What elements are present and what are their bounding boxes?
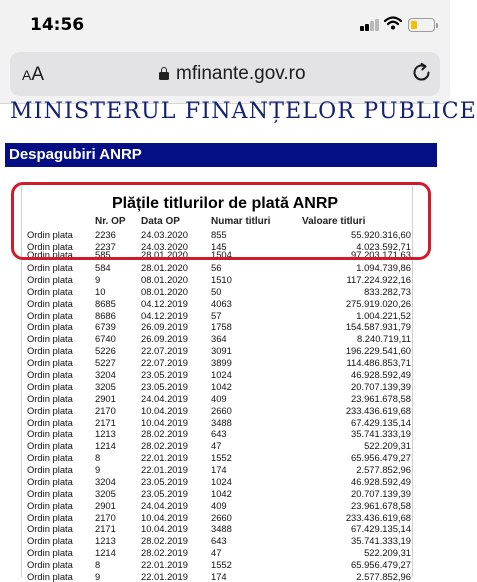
table-row: [0, 274, 450, 285]
op-date-cell: 22.01.2019: [141, 464, 188, 476]
table-row: [0, 488, 450, 499]
table-row: [0, 535, 450, 546]
op-date-cell: 24.03.2020: [141, 240, 188, 252]
payment-type-cell: Ordin plata: [27, 475, 73, 487]
titles-count-cell: 47: [211, 547, 222, 559]
titles-value-cell: 522.209,31: [364, 547, 411, 559]
op-date-cell: 24.04.2019: [141, 392, 188, 404]
table-row: [0, 286, 450, 297]
titles-count-cell: 643: [211, 428, 227, 440]
payment-type-cell: Ordin plata: [27, 273, 73, 285]
op-date-cell: 23.05.2019: [141, 487, 188, 499]
op-number-cell: 2901: [95, 392, 116, 404]
address-bar[interactable]: [10, 52, 440, 96]
op-number-cell: 10: [95, 285, 106, 297]
titles-count-cell: 47: [211, 440, 222, 452]
titles-count-cell: 3091: [211, 345, 232, 357]
titles-value-cell: 4.023.592,71: [356, 240, 411, 252]
titles-value-cell: 65.956.479,27: [351, 452, 411, 464]
op-date-cell: 10.04.2019: [141, 416, 188, 428]
op-date-cell: 22.01.2019: [141, 452, 188, 464]
titles-value-cell: 154.587.931,79: [345, 321, 411, 333]
op-number-cell: 3205: [95, 380, 116, 392]
payment-type-cell: Ordin plata: [27, 499, 73, 511]
titles-value-cell: 114.486.853,71: [346, 357, 411, 369]
titles-count-cell: 643: [211, 535, 227, 547]
op-number-cell: 1214: [95, 547, 116, 559]
titles-count-cell: 1504: [211, 249, 232, 260]
op-date-cell: 23.05.2019: [141, 475, 188, 487]
op-date-cell: 10.04.2019: [141, 523, 188, 535]
op-number-cell: 584: [95, 262, 111, 273]
op-number-cell: 8: [95, 559, 101, 571]
titles-count-cell: 1552: [211, 559, 232, 571]
payment-type-cell: Ordin plata: [27, 285, 73, 297]
table-row: [0, 405, 450, 416]
op-date-cell: 22.07.2019: [141, 357, 188, 369]
lock-icon: [159, 67, 169, 80]
op-date-cell: 04.12.2019: [141, 297, 188, 309]
op-number-cell: 3204: [95, 368, 116, 380]
op-number-cell: 3205: [95, 487, 116, 499]
op-date-cell: 22.07.2019: [141, 345, 188, 357]
op-number-cell: 2901: [95, 499, 116, 511]
op-number-cell: 585: [95, 249, 111, 260]
table-row: [0, 571, 450, 582]
op-date-cell: 22.01.2019: [141, 571, 188, 582]
titles-value-cell: 55.920.316,60: [351, 229, 411, 240]
titles-count-cell: 2660: [211, 511, 232, 523]
titles-count-cell: 3488: [211, 523, 232, 535]
payment-type-cell: Ordin plata: [27, 559, 73, 571]
op-number-cell: 8: [95, 452, 101, 464]
payment-type-cell: Ordin plata: [27, 333, 73, 345]
op-number-cell: 5226: [95, 345, 116, 357]
op-number-cell: 6739: [95, 321, 116, 333]
titles-value-cell: 8.240.719,11: [356, 333, 411, 345]
table-row: [0, 369, 450, 380]
table-row: [0, 464, 450, 475]
op-number-cell: 8686: [95, 309, 116, 321]
op-date-cell: 08.01.2020: [141, 285, 188, 297]
table-row: [0, 345, 450, 356]
titles-value-cell: 97.203.171,63: [351, 249, 411, 260]
op-number-cell: 1214: [95, 440, 116, 452]
op-number-cell: 2171: [95, 523, 116, 535]
table-row: [0, 547, 450, 558]
titles-count-cell: 855: [211, 229, 227, 240]
op-number-cell: 2171: [95, 416, 116, 428]
titles-count-cell: 1024: [211, 475, 232, 487]
op-date-cell: 24.03.2020: [141, 229, 188, 240]
wifi-icon: [384, 16, 402, 30]
signal-icon: [360, 18, 380, 31]
column-header-data-op: Data OP: [141, 216, 180, 227]
op-number-cell: 5227: [95, 357, 116, 369]
table-row: [0, 523, 450, 534]
op-number-cell: 2236: [95, 229, 116, 240]
payment-type-cell: Ordin plata: [27, 321, 73, 333]
payment-type-cell: Ordin plata: [27, 380, 73, 392]
op-number-cell: 8685: [95, 297, 116, 309]
op-date-cell: 28.02.2019: [141, 428, 188, 440]
table-row: [0, 559, 450, 570]
table-title: Plățile titlurilor de plată ANRP: [111, 195, 339, 212]
payment-type-cell: Ordin plata: [27, 487, 73, 499]
op-number-cell: 2170: [95, 511, 116, 523]
op-date-cell: 04.12.2019: [141, 309, 188, 321]
titles-value-cell: 20.707.139,39: [351, 487, 411, 499]
op-date-cell: 28.01.2020: [141, 249, 188, 260]
op-number-cell: 9: [95, 571, 101, 582]
titles-value-cell: 23.961.678,58: [351, 499, 411, 511]
op-date-cell: 23.05.2019: [141, 368, 188, 380]
op-date-cell: 28.02.2019: [141, 440, 188, 452]
payment-type-cell: Ordin plata: [27, 547, 73, 559]
titles-count-cell: 3899: [211, 357, 232, 369]
titles-count-cell: 57: [211, 309, 222, 321]
payment-type-cell: Ordin plata: [27, 262, 73, 273]
op-number-cell: 1213: [95, 428, 116, 440]
op-number-cell: 9: [95, 464, 101, 476]
column-header-numar-titluri: Numar titluri: [211, 216, 271, 227]
titles-count-cell: 364: [211, 333, 227, 345]
op-number-cell: 9: [95, 273, 101, 285]
titles-count-cell: 3488: [211, 416, 232, 428]
titles-count-cell: 56: [211, 262, 222, 273]
op-date-cell: 24.04.2019: [141, 499, 188, 511]
op-number-cell: 1213: [95, 535, 116, 547]
ministry-title: MINISTERUL FINANȚELOR PUBLICE: [10, 99, 477, 124]
titles-value-cell: 23.961.678,58: [351, 392, 411, 404]
payment-type-cell: Ordin plata: [27, 404, 73, 416]
highlight-annotation: [11, 182, 431, 260]
titles-count-cell: 174: [211, 464, 227, 476]
op-date-cell: 10.04.2019: [141, 511, 188, 523]
op-date-cell: 26.09.2019: [141, 333, 188, 345]
titles-value-cell: 233.436.619,68: [345, 511, 411, 523]
table-row: [0, 440, 450, 451]
payment-type-cell: Ordin plata: [27, 523, 73, 535]
op-date-cell: 28.02.2019: [141, 535, 188, 547]
titles-value-cell: 46.928.592,49: [351, 475, 411, 487]
titles-count-cell: 1024: [211, 368, 232, 380]
op-date-cell: 26.09.2019: [141, 321, 188, 333]
op-date-cell: 28.01.2020: [141, 262, 188, 273]
table-row: [0, 417, 450, 428]
op-number-cell: 2237: [95, 240, 116, 252]
payment-type-cell: Ordin plata: [27, 297, 73, 309]
titles-count-cell: 1042: [211, 487, 232, 499]
battery-icon: [408, 18, 435, 32]
table-row: [0, 500, 450, 511]
titles-count-cell: 409: [211, 499, 227, 511]
table-row: [0, 512, 450, 523]
titles-value-cell: 2.577.852,96: [356, 464, 411, 476]
payment-type-cell: Ordin plata: [27, 357, 73, 369]
op-date-cell: 08.01.2020: [141, 273, 188, 285]
table-row: [0, 310, 450, 321]
titles-count-cell: 1552: [211, 452, 232, 464]
payment-type-cell: Ordin plata: [27, 571, 73, 582]
payment-type-cell: Ordin plata: [27, 440, 73, 452]
payment-type-cell: Ordin plata: [27, 464, 73, 476]
payment-type-cell: Ordin plata: [27, 345, 73, 357]
titles-value-cell: 67.429.135,14: [351, 416, 411, 428]
payment-type-cell: Ordin plata: [27, 368, 73, 380]
table-row: [0, 393, 450, 404]
titles-count-cell: 409: [211, 392, 227, 404]
table-row: [0, 357, 450, 368]
section-header: [5, 143, 437, 167]
column-header-valoare-titluri: Valoare titluri: [302, 216, 366, 227]
titles-count-cell: 1042: [211, 380, 232, 392]
titles-value-cell: 833.282,73: [364, 285, 411, 297]
titles-count-cell: 1758: [211, 321, 232, 333]
column-header-nr-op: Nr. OP: [95, 216, 126, 227]
titles-value-cell: 65.956.479,27: [351, 559, 411, 571]
payment-type-cell: Ordin plata: [27, 511, 73, 523]
titles-value-cell: 522.209,31: [364, 440, 411, 452]
titles-value-cell: 196.229.541,60: [345, 345, 411, 357]
status-time: 14:56: [30, 15, 85, 35]
titles-count-cell: 145: [211, 240, 227, 252]
payment-type-cell: Ordin plata: [27, 309, 73, 321]
payment-type-cell: Ordin plata: [27, 416, 73, 428]
browser-toolbar: [0, 44, 450, 104]
op-date-cell: 22.01.2019: [141, 559, 188, 571]
text-size-button[interactable]: AA: [22, 64, 45, 85]
titles-value-cell: 1.004.221,52: [356, 309, 411, 321]
op-date-cell: 28.02.2019: [141, 547, 188, 559]
titles-count-cell: 174: [211, 571, 227, 582]
titles-value-cell: 35.741.333,19: [351, 428, 411, 440]
titles-count-cell: 50: [211, 285, 222, 297]
payment-type-cell: Ordin plata: [27, 240, 73, 252]
titles-count-cell: 4063: [211, 297, 232, 309]
titles-value-cell: 46.928.592,49: [351, 368, 411, 380]
titles-value-cell: 233.436.619,68: [345, 404, 411, 416]
payment-type-cell: Ordin plata: [27, 428, 73, 440]
titles-value-cell: 35.741.333,19: [351, 535, 411, 547]
table-row: [0, 428, 450, 439]
titles-value-cell: 275.919.020,26: [345, 297, 411, 309]
op-number-cell: 6740: [95, 333, 116, 345]
titles-value-cell: 117.224.922,16: [346, 273, 411, 285]
titles-count-cell: 1510: [211, 273, 232, 285]
table-row: [0, 381, 450, 392]
payment-type-cell: Ordin plata: [27, 249, 73, 260]
status-bar: [0, 0, 450, 44]
op-date-cell: 10.04.2019: [141, 404, 188, 416]
table-row: [0, 262, 450, 273]
table-row: [0, 476, 450, 487]
op-date-cell: 23.05.2019: [141, 380, 188, 392]
titles-value-cell: 20.707.139,39: [351, 380, 411, 392]
payment-type-cell: Ordin plata: [27, 392, 73, 404]
payment-type-cell: Ordin plata: [27, 535, 73, 547]
table-row: [0, 333, 450, 344]
table-row: [0, 321, 450, 332]
titles-value-cell: 67.429.135,14: [351, 523, 411, 535]
table-row: [0, 298, 450, 309]
reload-icon[interactable]: [412, 63, 432, 83]
payment-type-cell: Ordin plata: [27, 452, 73, 464]
section-title: Despagubiri ANRP: [9, 146, 142, 163]
titles-value-cell: 2.577.852,96: [356, 571, 411, 582]
payment-type-cell: Ordin plata: [27, 229, 73, 240]
op-number-cell: 3204: [95, 475, 116, 487]
op-number-cell: 2170: [95, 404, 116, 416]
table-row: [0, 452, 450, 463]
titles-count-cell: 2660: [211, 404, 232, 416]
titles-value-cell: 1.094.739,86: [356, 262, 411, 273]
url-text[interactable]: mfinante.gov.ro: [176, 63, 306, 84]
